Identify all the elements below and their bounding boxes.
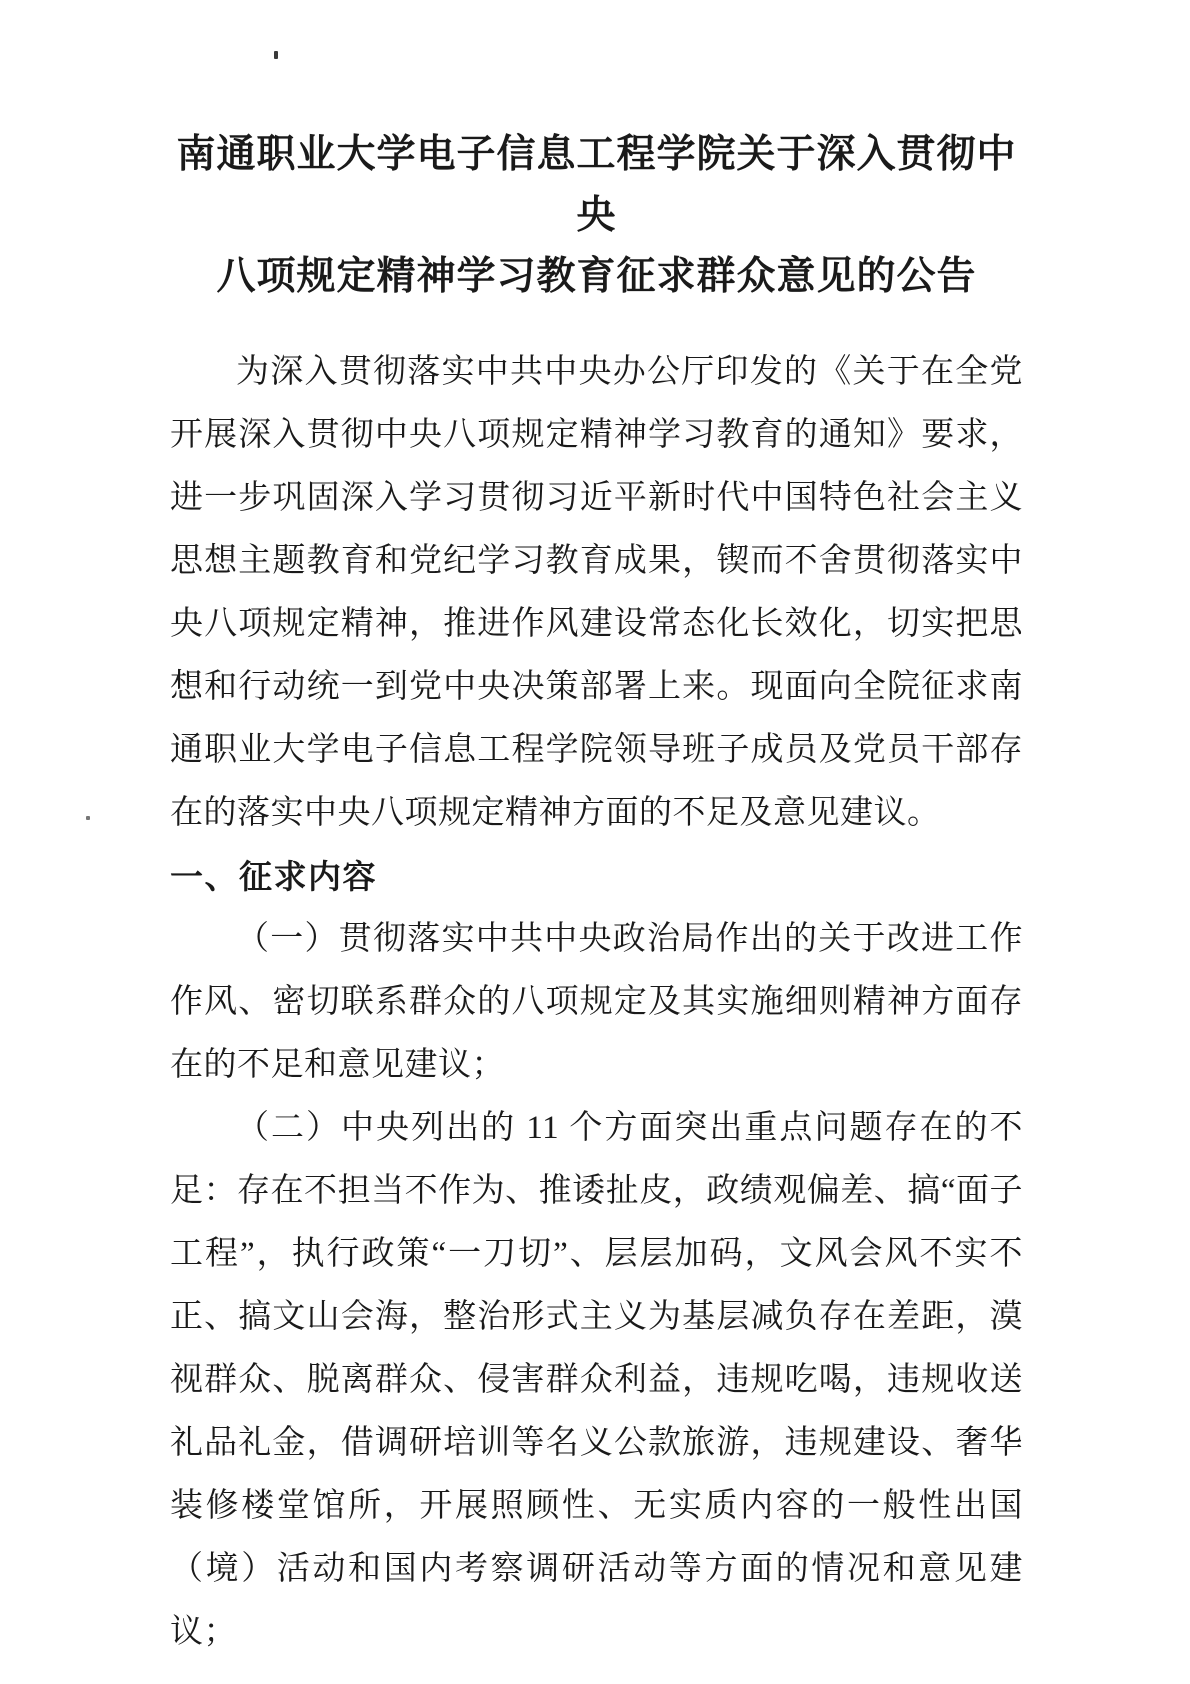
document-title bbox=[170, 124, 1023, 307]
section-heading: 一、征求内容 bbox=[170, 858, 377, 895]
document-body bbox=[170, 341, 1023, 1664]
body-paragraph: （一）贯彻落实中共中央政治局作出的关于改进工作作风、密切联系群众的八项规定及其实施细则精神方面存在的不足和意见建议； bbox=[170, 921, 1023, 1083]
scan-artifact-dot bbox=[274, 51, 278, 59]
scan-artifact-dot bbox=[86, 816, 90, 820]
body-paragraph: （二）中央列出的 11 个方面突出重点问题存在的不足：存在不担当不作为、推诿扯皮，政绩观偏差、搞“面子工程”，执行政策“一刀切”、层层加码，文风会风不实不正、搞文山会海，整治形式主义为基层减负存在差距，漠视群众、脱离群众、侵害群众利益，违规吃喝，违规收送礼品礼金，借调研培训等名义公款旅游，违规建设、奢华装修楼堂馆所，开展照顾性、无实质内容的一般性出国（境）活动和国内考察调研活动等方面的情况和意见建议； bbox=[170, 1110, 1023, 1650]
body-paragraph: 为深入贯彻落实中共中央办公厅印发的《关于在全党开展深入贯彻中央八项规定精神学习教育的通知》要求，进一步巩固深入学习贯彻习近平新时代中国特色社会主义思想主题教育和党纪学习教育成果，锲而不舍贯彻落实中央八项规定精神，推进作风建设常态化长效化，切实把思想和行动统一到党中央决策部署上来。现面向全院征求南通职业大学电子信息工程学院领导班子成员及党员干部存在的落实中央八项规定精神方面的不足及意见建议。 bbox=[170, 354, 1023, 831]
document-title-line-2: 八项规定精神学习教育征求群众意见的公告 bbox=[216, 253, 977, 299]
document-title-line-1: 南通职业大学电子信息工程学院关于深入贯彻中央 bbox=[176, 131, 1017, 238]
document-content bbox=[0, 124, 1190, 1664]
